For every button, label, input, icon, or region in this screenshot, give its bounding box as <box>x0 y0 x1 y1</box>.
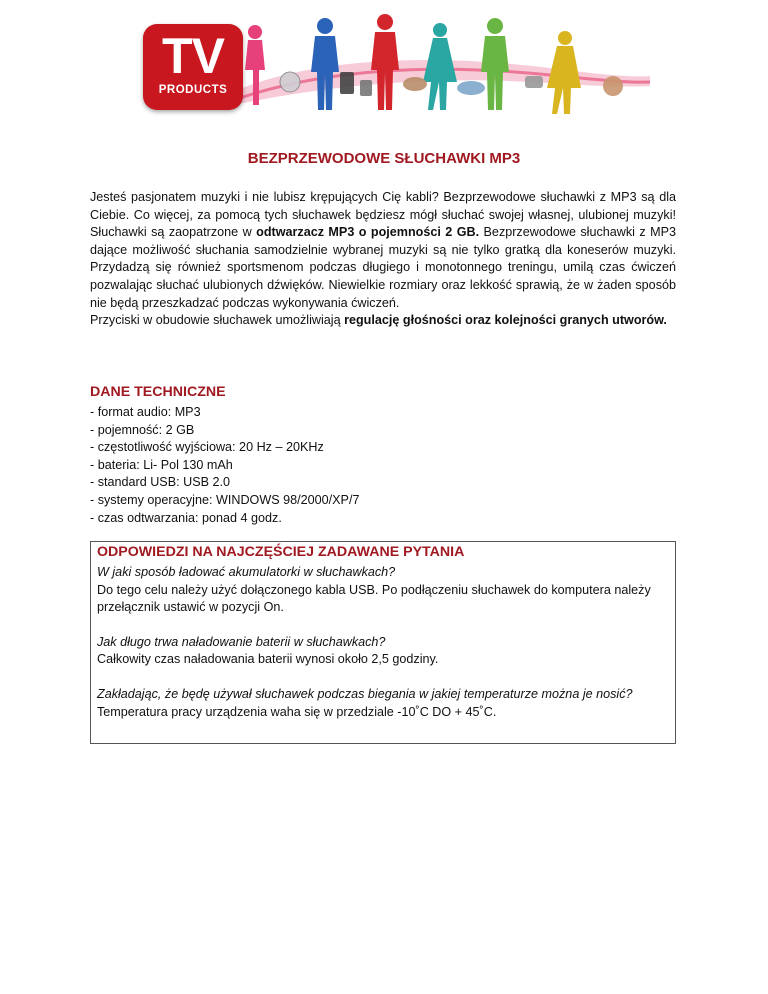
teal-figure <box>423 23 457 110</box>
intro-text: Bezprzewodowe słuchawki z MP3 dające możliwość słuchania samodzielnie wybranej muzyki są nie tylko gratką dla koneserów muzyki. Przydadzą się również sportsmenom podczas długiego i monotonnego treningu, umilą czas ćwiczeń pozwalając słuchać ulubionych dźwięków. Niewielkie rozmiary oraz lekkość sprawią, że w żaden sposób nie będą przeszkadzać podczas wykonywania ćwiczeń. <box>90 225 677 310</box>
faq-question: Zakładając, że będę używał słuchawek podczas biegania w jakiej temperaturze można je nosić? <box>97 686 633 701</box>
yellow-figure <box>547 31 581 114</box>
specs-list <box>90 404 670 527</box>
faq-item <box>97 686 667 721</box>
header-banner <box>140 8 640 120</box>
faq-item <box>97 634 667 669</box>
spec-item: - systemy operacyjne: WINDOWS 98/2000/XP/7 <box>90 492 360 507</box>
green-figure <box>481 18 509 110</box>
intro-paragraph-2 <box>90 312 676 330</box>
intro-bold-text: odtwarzacz MP3 o pojemności 2 GB. <box>256 225 480 240</box>
pink-figure <box>245 25 265 105</box>
red-figure <box>371 14 399 110</box>
faq-answer: Całkowity czas naładowania baterii wynosi około 2,5 godziny. <box>97 652 439 667</box>
spec-item: - czas odtwarzania: ponad 4 godz. <box>90 510 282 525</box>
faq-list <box>97 564 667 738</box>
people-silhouettes-graphic <box>235 10 645 120</box>
spec-item: - częstotliwość wyjściowa: 20 Hz – 20KHz <box>90 440 324 455</box>
logo-products-text: PRODUCTS <box>158 84 228 96</box>
faq-item <box>97 564 667 617</box>
spec-item: - pojemność: 2 GB <box>90 422 195 437</box>
spec-item: - bateria: Li- Pol 130 mAh <box>90 457 233 472</box>
faq-question: Jak długo trwa naładowanie baterii w słuchawkach? <box>97 634 386 649</box>
intro-text: Jesteś pasjonatem muzyki i nie lubisz krępujących Cię kabli? Bezprzewodowe słuchawki z MP3 są dla Ciebie. Co więcej, za pomocą tych słuchawek będziesz mógł słuchać swojej własnej, ulubionej muzyki! Słuchawki są zaopatrzone w <box>90 190 676 240</box>
faq-box <box>90 541 676 744</box>
spec-item: - format audio: MP3 <box>90 405 201 419</box>
intro-section <box>90 189 676 330</box>
faq-question: W jaki sposób ładować akumulatorki w słuchawkach? <box>97 565 396 579</box>
intro-text: Przyciski w obudowie słuchawek umożliwiają <box>90 313 345 328</box>
page-title: BEZPRZEWODOWE SŁUCHAWKI MP3 <box>247 150 521 167</box>
faq-heading: ODPOWIEDZI NA NAJCZĘŚCIEJ ZADAWANE PYTANIA <box>97 544 465 560</box>
faq-answer: Temperatura pracy urządzenia waha się w przedziale -10˚C DO + 45˚C. <box>97 704 497 719</box>
spec-item: - standard USB: USB 2.0 <box>90 475 230 490</box>
specs-heading: DANE TECHNICZNE <box>90 384 226 400</box>
faq-answer: Do tego celu należy użyć dołączonego kabla USB. Po podłączeniu słuchawek do komputera należy przełącznik ustawić w pozycji On. <box>97 582 651 615</box>
blue-figure <box>311 18 339 110</box>
intro-bold-text: regulację głośności oraz kolejności granych utworów. <box>344 313 667 328</box>
intro-paragraph-1 <box>90 189 676 312</box>
tv-products-logo <box>143 24 243 110</box>
logo-tv-text: TV <box>162 28 224 84</box>
